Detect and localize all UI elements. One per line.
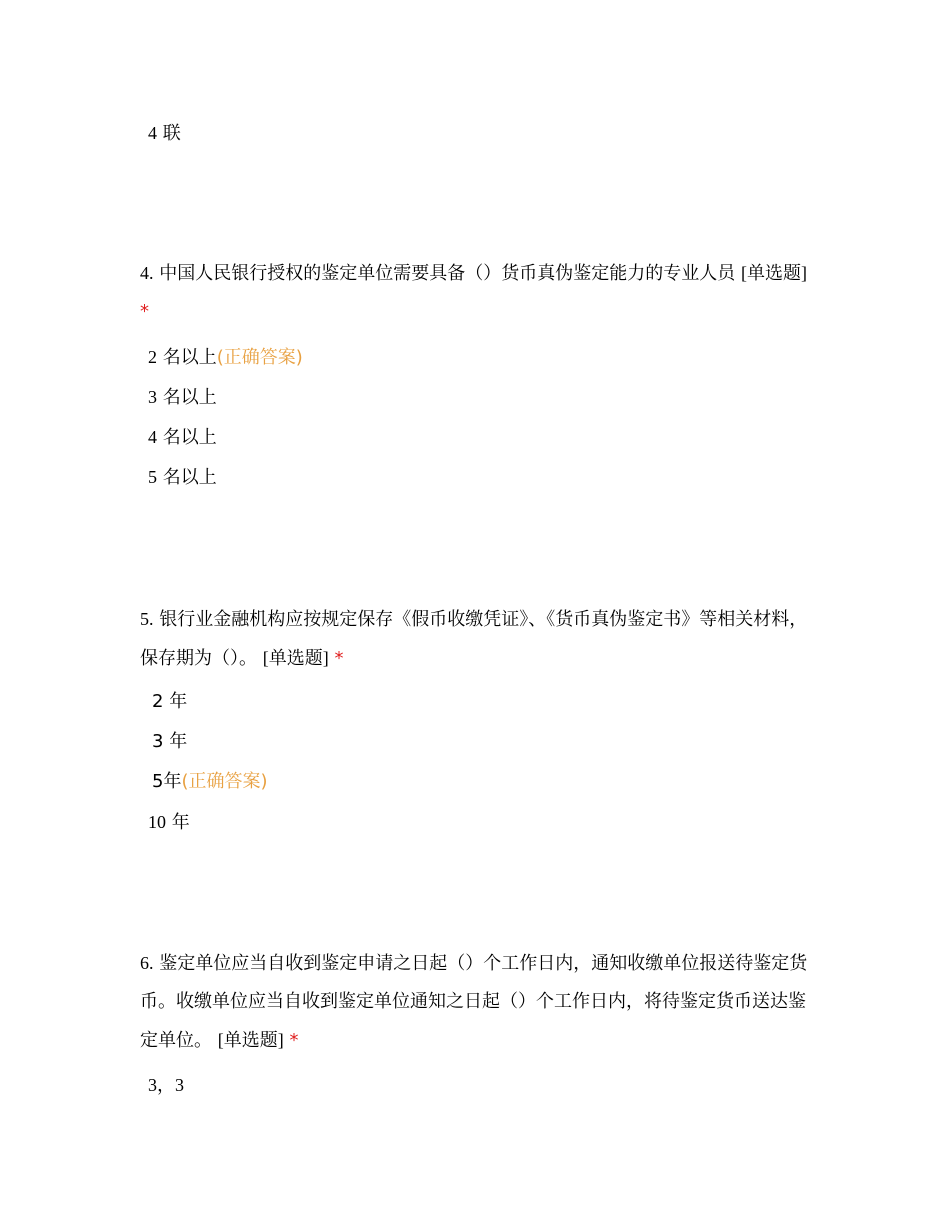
option-label: 年 — [169, 731, 188, 752]
option-number: 5 — [148, 467, 157, 487]
question-type: [单选题] — [262, 648, 329, 668]
option-q4-d[interactable] — [148, 465, 217, 490]
question-number: 4. — [140, 263, 154, 283]
question-number: 6. — [140, 953, 154, 973]
question-text: 中国人民银行授权的鉴定单位需要具备（）货币真伪鉴定能力的专业人员 — [159, 263, 736, 284]
option-label: 名以上 — [162, 387, 217, 408]
option-q6-a[interactable] — [148, 1073, 184, 1098]
option-number: 3 — [148, 387, 157, 407]
option-number: 3，3 — [148, 1075, 184, 1095]
option-label: 联 — [162, 123, 181, 144]
correct-answer-tag: (正确答案) — [216, 347, 303, 368]
required-marker: * — [289, 1030, 299, 1051]
option-label: 名以上 — [162, 427, 217, 448]
option-q5-b[interactable] — [152, 730, 187, 754]
option-number: 5 — [152, 771, 164, 792]
question-type: [单选题] — [740, 263, 807, 283]
option-label: 年 — [171, 812, 190, 833]
list-item — [148, 121, 181, 146]
option-q5-c[interactable] — [152, 770, 268, 794]
question-4-title — [140, 254, 820, 331]
option-q5-d[interactable] — [148, 810, 190, 835]
option-number: 4 — [148, 427, 157, 447]
option-number: 10 — [148, 812, 166, 832]
option-label: 名以上 — [162, 347, 217, 368]
option-label: 年 — [163, 771, 182, 792]
required-marker: * — [334, 648, 344, 669]
question-text: 鉴定单位应当自收到鉴定申请之日起（）个工作日内，通知收缴单位报送待鉴定货币。收缴单位应当自收到鉴定单位通知之日起（）个工作日内，将待鉴定货币送达鉴定单位。 — [140, 953, 808, 1051]
option-label: 年 — [169, 691, 188, 712]
question-5-title — [140, 600, 820, 678]
option-number: 4 — [148, 123, 157, 143]
option-number: 3 — [152, 731, 164, 752]
correct-answer-tag: (正确答案) — [181, 771, 268, 792]
option-number: 2 — [148, 347, 157, 367]
option-q4-a[interactable] — [148, 345, 303, 370]
question-text: 银行业金融机构应按规定保存《假币收缴凭证》、《货币真伪鉴定书》等相关材料，保存期为（）。 — [140, 609, 808, 669]
required-marker: * — [140, 301, 149, 322]
question-type: [单选题] — [217, 1030, 284, 1050]
question-number: 5. — [140, 609, 154, 629]
option-number: 2 — [152, 691, 164, 712]
option-q5-a[interactable] — [152, 690, 187, 714]
question-6-title — [140, 944, 820, 1060]
option-q4-b[interactable] — [148, 385, 217, 410]
option-label: 名以上 — [162, 467, 217, 488]
option-q4-c[interactable] — [148, 425, 217, 450]
